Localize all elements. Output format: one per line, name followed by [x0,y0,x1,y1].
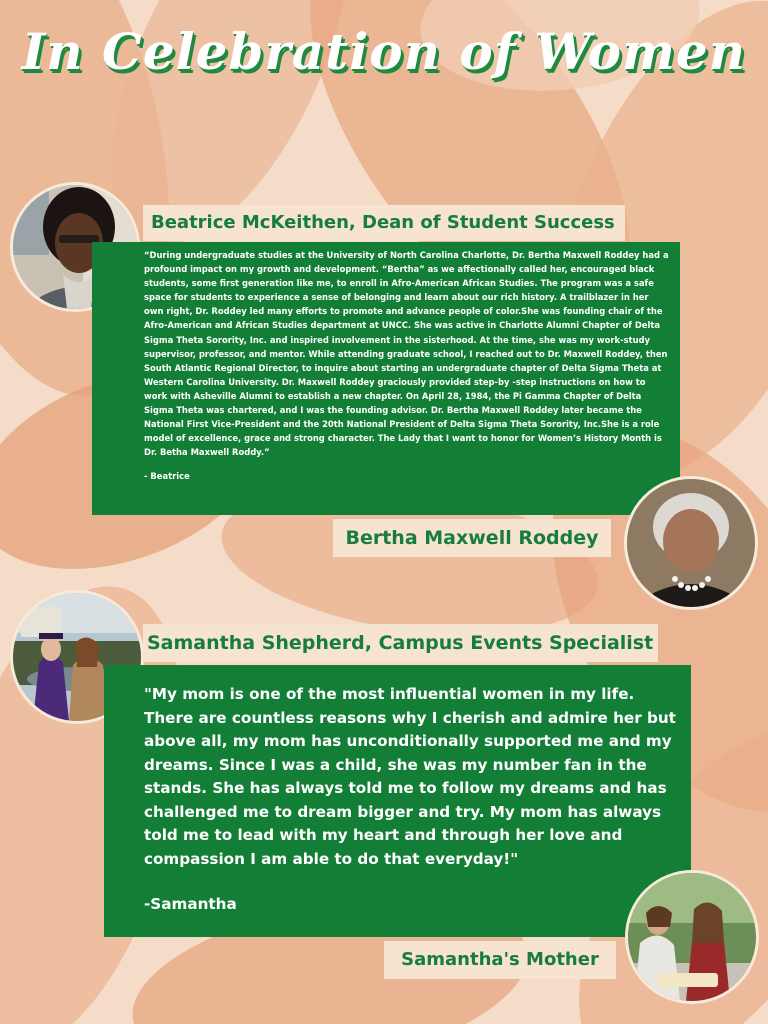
section2-quote-text: "My mom is one of the most influential women in my life. There are countless reasons why I cherish and admire her but above all, my mom has unconditionally supported me and my dreams. Since I was a child, she was my number fan in the stands. She has always told me to follow my dreams and has challenged me to dream bigger and try. My mom has always told me to lead with my heart and through her love and compassion I am able to do that everyday!" [144,685,676,868]
section2-honoree-text: Samantha's Mother [401,949,599,970]
section1-header [143,205,625,241]
bertha-photo [624,476,758,610]
section1-header-text: Beatrice McKeithen, Dean of Student Success [151,212,615,233]
page-title: In Celebration of Women [21,22,747,81]
section2-header-text: Samantha Shepherd, Campus Events Specialist [147,632,654,654]
section1-signature: - Beatrice [144,471,190,482]
section1-quote-text: “During undergraduate studies at the University of North Carolina Charlotte, Dr. Bertha Maxwell Roddey had a profound impact on my growth and development. “Bertha” as we affectionally called her, encouraged black students, some first generation like me, to enroll in Afro-American African Studies. The program was a safe space for students to experience a sense of belonging and learn about our rich history. A trailblazer in her own right, Dr. Roddey led many efforts to promote and advance people of color.She was founding chair of the Afro-American and African Studies department at UNCC. She was active in Charlotte Alumni Chapter of Delta Sigma Theta Sorority, Inc. and inspired involvement in the sisterhood. At the time, she was my work-study supervisor, professor, and mentor. While attending graduate school, I reached out to Dr. Maxwell Roddey, then South Atlantic Regional Director, to inquire about starting an undergraduate chapter of Delta Sigma Theta at Western Carolina University. Dr. Maxwell Roddey graciously provided step-by -step instructions on how to work with Asheville Alumni to establish a new chapter. On April 28, 1984, the Pi Gamma Chapter of Delta Sigma Theta was chartered, and I was the founding advisor. Dr. Bertha Maxwell Roddey later became the National First Vice-President and the 20th National President of Delta Sigma Theta Sorority, Inc.She is a role model of excellence, grace and strong character. The Lady that I want to honor for Women’s History Month is Dr. Betha Maxwell Roddy.” [144,250,669,458]
mother-photo [625,870,759,1004]
section2-quote-panel [104,665,691,937]
section1-quote-panel [92,242,680,515]
section2-signature: -Samantha [144,895,237,913]
section1-honoree-label [333,519,611,557]
section1-honoree-text: Bertha Maxwell Roddey [345,527,599,549]
section2-header [143,624,658,662]
section2-honoree-label [384,941,616,979]
